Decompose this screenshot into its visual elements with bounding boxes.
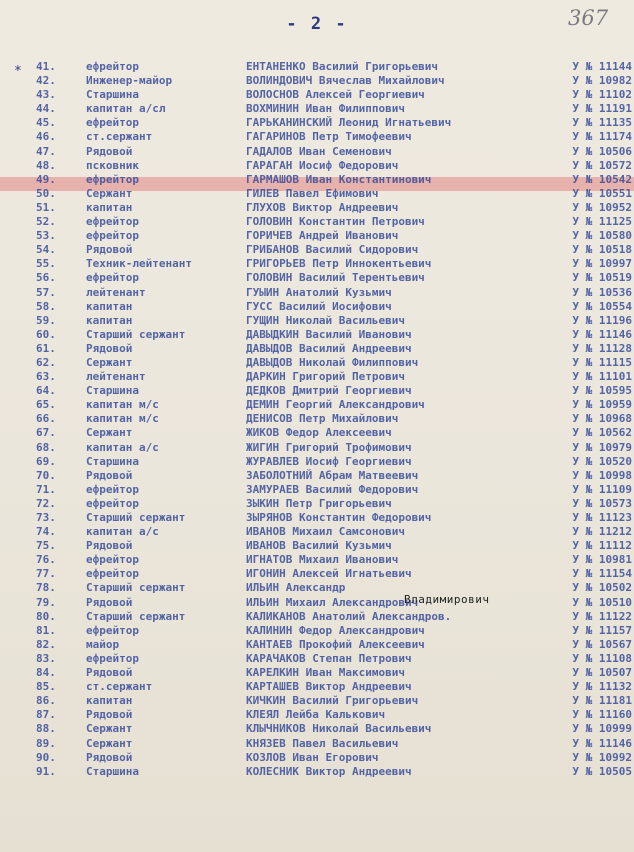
list-row xyxy=(0,455,634,469)
row-award: У № 11115 xyxy=(572,355,632,369)
list-row xyxy=(0,708,634,722)
row-rank: ефрейтор xyxy=(86,116,139,130)
row-award: У № 10580 xyxy=(572,229,632,243)
row-award: У № 11132 xyxy=(572,680,632,694)
row-number: 62. xyxy=(36,355,56,369)
row-number: 75. xyxy=(36,539,56,553)
row-name: ЖИКОВ Федор Алексеевич xyxy=(246,426,392,440)
row-award: У № 10959 xyxy=(572,398,632,412)
list-row xyxy=(0,412,634,426)
list-row xyxy=(0,257,634,271)
row-award: У № 11102 xyxy=(572,88,632,102)
archive-number: 367 xyxy=(568,6,609,30)
row-name: ЖУРАВЛЕВ Иосиф Георгиевич xyxy=(246,454,412,468)
row-award: У № 10506 xyxy=(572,144,632,158)
row-award: У № 11125 xyxy=(572,215,632,229)
row-award: У № 10968 xyxy=(572,412,632,426)
row-name: ВОЛОСНОВ Алексей Георгиевич xyxy=(246,88,425,102)
row-number: 52. xyxy=(36,215,56,229)
row-rank: Сержант xyxy=(86,736,133,750)
list-row xyxy=(0,370,634,384)
row-number: 42. xyxy=(36,74,56,88)
list-row xyxy=(0,666,634,680)
row-award: У № 10510 xyxy=(572,595,632,609)
row-number: 51. xyxy=(36,200,56,214)
row-award: У № 10982 xyxy=(572,74,632,88)
row-award: У № 10572 xyxy=(572,158,632,172)
list-row xyxy=(0,680,634,694)
row-number: 76. xyxy=(36,553,56,567)
row-name: ДАВЫДОВ Василий Андреевич xyxy=(246,341,412,355)
list-row xyxy=(0,694,634,708)
row-rank: ефрейтор xyxy=(86,651,139,665)
row-award: У № 11174 xyxy=(572,130,632,144)
row-rank: капитан xyxy=(86,694,133,708)
row-award: У № 11109 xyxy=(572,482,632,496)
list-row xyxy=(0,145,634,159)
row-rank: Старшина xyxy=(86,88,139,102)
row-name: КЛЕЯЛ Лейба Калькович xyxy=(246,708,386,722)
row-number: 89. xyxy=(36,736,56,750)
row-rank: капитан xyxy=(86,313,133,327)
row-name: ДЕНИСОВ Петр Михайлович xyxy=(246,412,399,426)
row-number: 61. xyxy=(36,341,56,355)
row-rank: Сержант xyxy=(86,722,133,736)
row-rank: Рядовой xyxy=(86,144,133,158)
row-rank: ефрейтор xyxy=(86,623,139,637)
row-number: 79. xyxy=(36,595,56,609)
row-award: У № 10502 xyxy=(572,581,632,595)
row-name: ДАРКИН Григорий Петрович xyxy=(246,370,405,384)
page-number: - 2 - xyxy=(286,14,348,34)
row-rank: Техник-лейтенант xyxy=(86,257,192,271)
row-number: 74. xyxy=(36,525,56,539)
row-name: ГРИБАНОВ Василий Сидорович xyxy=(246,243,419,257)
row-number: 84. xyxy=(36,666,56,680)
row-rank: майор xyxy=(86,637,120,651)
row-number: 58. xyxy=(36,299,56,313)
list-row xyxy=(0,511,634,525)
row-award: У № 10999 xyxy=(572,722,632,736)
row-award: У № 10595 xyxy=(572,384,632,398)
row-rank: Рядовой xyxy=(86,666,133,680)
row-number: 73. xyxy=(36,511,56,524)
row-award: У № 11196 xyxy=(572,313,632,327)
row-number: 57. xyxy=(36,285,56,299)
list-row xyxy=(0,539,634,553)
row-name: ВОХМИНИН Иван Филиппович xyxy=(246,102,405,116)
row-number: 46. xyxy=(36,130,56,144)
row-award: У № 10551 xyxy=(572,186,632,200)
list-row xyxy=(0,116,634,130)
row-rank: Старший сержант xyxy=(86,609,186,623)
row-rank: Старшина xyxy=(86,454,139,468)
row-award: У № 10507 xyxy=(572,666,632,680)
row-name: ГАРАГАН Иосиф Федорович xyxy=(246,158,399,172)
row-number: 78. xyxy=(36,581,56,595)
list-row xyxy=(0,102,634,116)
row-rank: Рядовой xyxy=(86,708,133,722)
row-name: КОЛЕСНИК Виктор Андреевич xyxy=(246,764,412,778)
row-name: ЖИГИН Григорий Трофимович xyxy=(246,440,412,454)
row-name: ГОРИЧЕВ Андрей Иванович xyxy=(246,229,399,243)
row-award: У № 10998 xyxy=(572,468,632,482)
row-award: У № 11112 xyxy=(572,539,632,553)
row-rank: ефрейтор xyxy=(86,60,139,73)
row-rank: ст.сержант xyxy=(86,680,153,694)
list-row xyxy=(0,737,634,751)
row-rank: капитан а/с xyxy=(86,440,159,454)
row-name: ДАВЫДКИН Василий Иванович xyxy=(246,327,412,341)
row-name: ГАРЬКАНИНСКИЙ Леонид Игнатьевич xyxy=(246,116,452,130)
row-number: 55. xyxy=(36,257,56,271)
row-name: ДЕМИН Георгий Александрович xyxy=(246,398,425,412)
row-number: 53. xyxy=(36,229,56,243)
row-name: ЗЫРЯНОВ Константин Федорович xyxy=(246,511,432,524)
list-row xyxy=(0,60,634,74)
row-award: У № 11154 xyxy=(572,567,632,581)
list-row xyxy=(0,398,634,412)
row-rank: Старший сержант xyxy=(86,511,186,524)
list-row xyxy=(0,596,634,610)
row-number: 88. xyxy=(36,722,56,736)
row-number: 80. xyxy=(36,609,56,623)
row-rank: капитан xyxy=(86,200,133,214)
row-award: У № 10520 xyxy=(572,454,632,468)
row-number: 41. xyxy=(36,60,56,73)
list-row xyxy=(0,384,634,398)
row-name: ВОЛИНДОВИЧ Вячеслав Михайлович xyxy=(246,74,445,88)
list-row xyxy=(0,173,634,187)
row-name: ДАВЫДОВ Николай Филиппович xyxy=(246,355,419,369)
row-number: 69. xyxy=(36,454,56,468)
row-number: 59. xyxy=(36,313,56,327)
row-name: ЗАМУРАЕВ Василий Федорович xyxy=(246,482,419,496)
list-row xyxy=(0,525,634,539)
row-name: ИГНАТОВ Михаил Иванович xyxy=(246,553,399,567)
row-award: У № 11160 xyxy=(572,708,632,722)
list-row xyxy=(0,187,634,201)
row-name: КАРТАШЕВ Виктор Андреевич xyxy=(246,680,412,694)
row-number: 72. xyxy=(36,496,56,510)
list-row xyxy=(0,610,634,624)
row-rank: Рядовой xyxy=(86,539,133,553)
row-rank: Сержант xyxy=(86,355,133,369)
row-number: 70. xyxy=(36,468,56,482)
list-row xyxy=(0,243,634,257)
list-row xyxy=(0,469,634,483)
row-number: 91. xyxy=(36,764,56,778)
row-name: КИЧКИН Василий Григорьевич xyxy=(246,694,419,708)
row-number: 50. xyxy=(36,186,56,200)
row-rank: Рядовой xyxy=(86,595,133,609)
row-name: ГОЛОВИН Константин Петрович xyxy=(246,215,425,229)
list-row xyxy=(0,624,634,638)
row-award: У № 10992 xyxy=(572,750,632,764)
row-award: У № 10952 xyxy=(572,200,632,214)
row-name: ИЛЬИН Михаил Александрович xyxy=(246,595,419,609)
row-award: У № 11123 xyxy=(572,511,632,524)
row-name: КАНТАЕВ Прокофий Алексеевич xyxy=(246,637,425,651)
row-rank: лейтенант xyxy=(86,285,146,299)
margin-mark: * xyxy=(14,64,22,79)
row-number: 63. xyxy=(36,370,56,384)
row-name: ГРИГОРЬЕВ Петр Иннокентьевич xyxy=(246,257,432,271)
list-row xyxy=(0,441,634,455)
row-name: КАЛИНИН Федор Александрович xyxy=(246,623,425,637)
row-rank: Рядовой xyxy=(86,468,133,482)
list-row xyxy=(0,553,634,567)
list-row xyxy=(0,567,634,581)
row-name: КНЯЗЕВ Павел Васильевич xyxy=(246,736,399,750)
row-award: У № 11181 xyxy=(572,694,632,708)
row-name: ИВАНОВ Михаил Самсонович xyxy=(246,525,405,539)
row-number: 60. xyxy=(36,327,56,341)
row-name: ГАРМАШОВ Иван Константинович xyxy=(246,172,432,186)
row-award: У № 10519 xyxy=(572,271,632,285)
row-rank: псковник xyxy=(86,158,139,172)
row-name: ИЛЬИН Александр xyxy=(246,581,346,595)
row-rank: Старшина xyxy=(86,384,139,398)
row-rank: Старший сержант xyxy=(86,327,186,341)
row-rank: ст.сержант xyxy=(86,130,153,144)
row-name: ИВАНОВ Василий Кузьмич xyxy=(246,539,392,553)
list-row xyxy=(0,130,634,144)
row-number: 65. xyxy=(36,398,56,412)
list-row xyxy=(0,286,634,300)
list-row xyxy=(0,328,634,342)
row-award: У № 10536 xyxy=(572,285,632,299)
row-name: ИГОНИН Алексей Игнатьевич xyxy=(246,567,412,581)
row-award: У № 11191 xyxy=(572,102,632,116)
row-number: 64. xyxy=(36,384,56,398)
row-number: 71. xyxy=(36,482,56,496)
list-row xyxy=(0,201,634,215)
row-number: 54. xyxy=(36,243,56,257)
row-award: У № 11144 xyxy=(572,60,632,73)
row-number: 86. xyxy=(36,694,56,708)
row-rank: Рядовой xyxy=(86,341,133,355)
row-award: У № 10562 xyxy=(572,426,632,440)
row-rank: ефрейтор xyxy=(86,567,139,581)
row-number: 56. xyxy=(36,271,56,285)
list-row xyxy=(0,652,634,666)
list-row xyxy=(0,497,634,511)
row-rank: ефрейтор xyxy=(86,553,139,567)
list-row xyxy=(0,722,634,736)
list-row xyxy=(0,314,634,328)
row-number: 77. xyxy=(36,567,56,581)
row-award: У № 11146 xyxy=(572,736,632,750)
row-name: ГИЛЕВ Павел Ефимович xyxy=(246,186,379,200)
row-award: У № 11157 xyxy=(572,623,632,637)
row-rank: Сержант xyxy=(86,426,133,440)
row-name: КАЛИКАНОВ Анатолий Александров. xyxy=(246,609,452,623)
row-number: 85. xyxy=(36,680,56,694)
row-award: У № 11122 xyxy=(572,609,632,623)
row-rank: капитан xyxy=(86,299,133,313)
row-rank: ефрейтор xyxy=(86,496,139,510)
list-row xyxy=(0,638,634,652)
list-row xyxy=(0,342,634,356)
row-number: 90. xyxy=(36,750,56,764)
row-name: ГУЫИН Анатолий Кузьмич xyxy=(246,285,392,299)
row-rank: капитан м/с xyxy=(86,398,159,412)
row-rank: лейтенант xyxy=(86,370,146,384)
list-row xyxy=(0,356,634,370)
row-name: ЗАБОЛОТНИЙ Абрам Матвеевич xyxy=(246,468,419,482)
row-award: У № 11128 xyxy=(572,341,632,355)
row-number: 81. xyxy=(36,623,56,637)
row-award: У № 11146 xyxy=(572,327,632,341)
list-row xyxy=(0,426,634,440)
row-number: 43. xyxy=(36,88,56,102)
row-award: У № 10979 xyxy=(572,440,632,454)
list-row xyxy=(0,300,634,314)
row-number: 68. xyxy=(36,440,56,454)
row-number: 67. xyxy=(36,426,56,440)
row-number: 44. xyxy=(36,102,56,116)
list-row xyxy=(0,229,634,243)
row-rank: капитан а/сл xyxy=(86,102,166,116)
row-number: 83. xyxy=(36,651,56,665)
row-name: КОЗЛОВ Иван Егорович xyxy=(246,750,379,764)
row-name: ДЕДКОВ Дмитрий Георгиевич xyxy=(246,384,412,398)
list-row xyxy=(0,765,634,779)
row-rank: ефрейтор xyxy=(86,482,139,496)
row-award: У № 10542 xyxy=(572,172,632,186)
row-rank: Рядовой xyxy=(86,750,133,764)
row-award: У № 10554 xyxy=(572,299,632,313)
row-award: У № 10518 xyxy=(572,243,632,257)
row-rank: ефрейтор xyxy=(86,172,139,186)
row-name: ГЛУХОВ Виктор Андреевич xyxy=(246,200,399,214)
row-award: У № 10997 xyxy=(572,257,632,271)
row-number: 48. xyxy=(36,158,56,172)
list-row xyxy=(0,88,634,102)
row-number: 45. xyxy=(36,116,56,130)
list-row xyxy=(0,271,634,285)
row-name: КАРЕЛКИН Иван Максимович xyxy=(246,666,405,680)
award-list xyxy=(0,60,634,779)
typed-insertion: Владимирович xyxy=(404,593,490,606)
row-award: У № 10505 xyxy=(572,764,632,778)
row-name: ГУСС Василий Иосифович xyxy=(246,299,392,313)
row-number: 82. xyxy=(36,637,56,651)
row-number: 66. xyxy=(36,412,56,426)
row-name: ГУЩИН Николай Васильевич xyxy=(246,313,405,327)
row-rank: ефрейтор xyxy=(86,271,139,285)
row-number: 87. xyxy=(36,708,56,722)
row-award: У № 11108 xyxy=(572,651,632,665)
list-row xyxy=(0,159,634,173)
row-number: 47. xyxy=(36,144,56,158)
list-row xyxy=(0,751,634,765)
row-rank: Старший сержант xyxy=(86,581,186,595)
row-rank: капитан а/с xyxy=(86,525,159,539)
row-name: КАРАЧАКОВ Степан Петрович xyxy=(246,651,412,665)
row-name: ЕНТАНЕНКО Василий Григорьевич xyxy=(246,60,439,73)
row-award: У № 11135 xyxy=(572,116,632,130)
row-rank: Инженер-майор xyxy=(86,74,173,88)
row-award: У № 10981 xyxy=(572,553,632,567)
row-rank: Сержант xyxy=(86,186,133,200)
row-name: ГОЛОВИН Василий Терентьевич xyxy=(246,271,425,285)
list-row xyxy=(0,215,634,229)
row-rank: Старшина xyxy=(86,764,139,778)
row-award: У № 11101 xyxy=(572,370,632,384)
row-rank: ефрейтор xyxy=(86,229,139,243)
row-rank: капитан м/с xyxy=(86,412,159,426)
row-name: ЗЫКИН Петр Григорьевич xyxy=(246,496,392,510)
list-row xyxy=(0,74,634,88)
list-row xyxy=(0,483,634,497)
list-row xyxy=(0,581,634,595)
row-award: У № 10573 xyxy=(572,496,632,510)
row-rank: Рядовой xyxy=(86,243,133,257)
row-name: ГАГАРИНОВ Петр Тимофеевич xyxy=(246,130,412,144)
row-number: 49. xyxy=(36,172,56,186)
row-award: У № 11212 xyxy=(572,525,632,539)
row-name: КЛЫЧНИКОВ Николай Васильевич xyxy=(246,722,432,736)
row-rank: ефрейтор xyxy=(86,215,139,229)
row-award: У № 10567 xyxy=(572,637,632,651)
row-name: ГАДАЛОВ Иван Семенович xyxy=(246,144,392,158)
